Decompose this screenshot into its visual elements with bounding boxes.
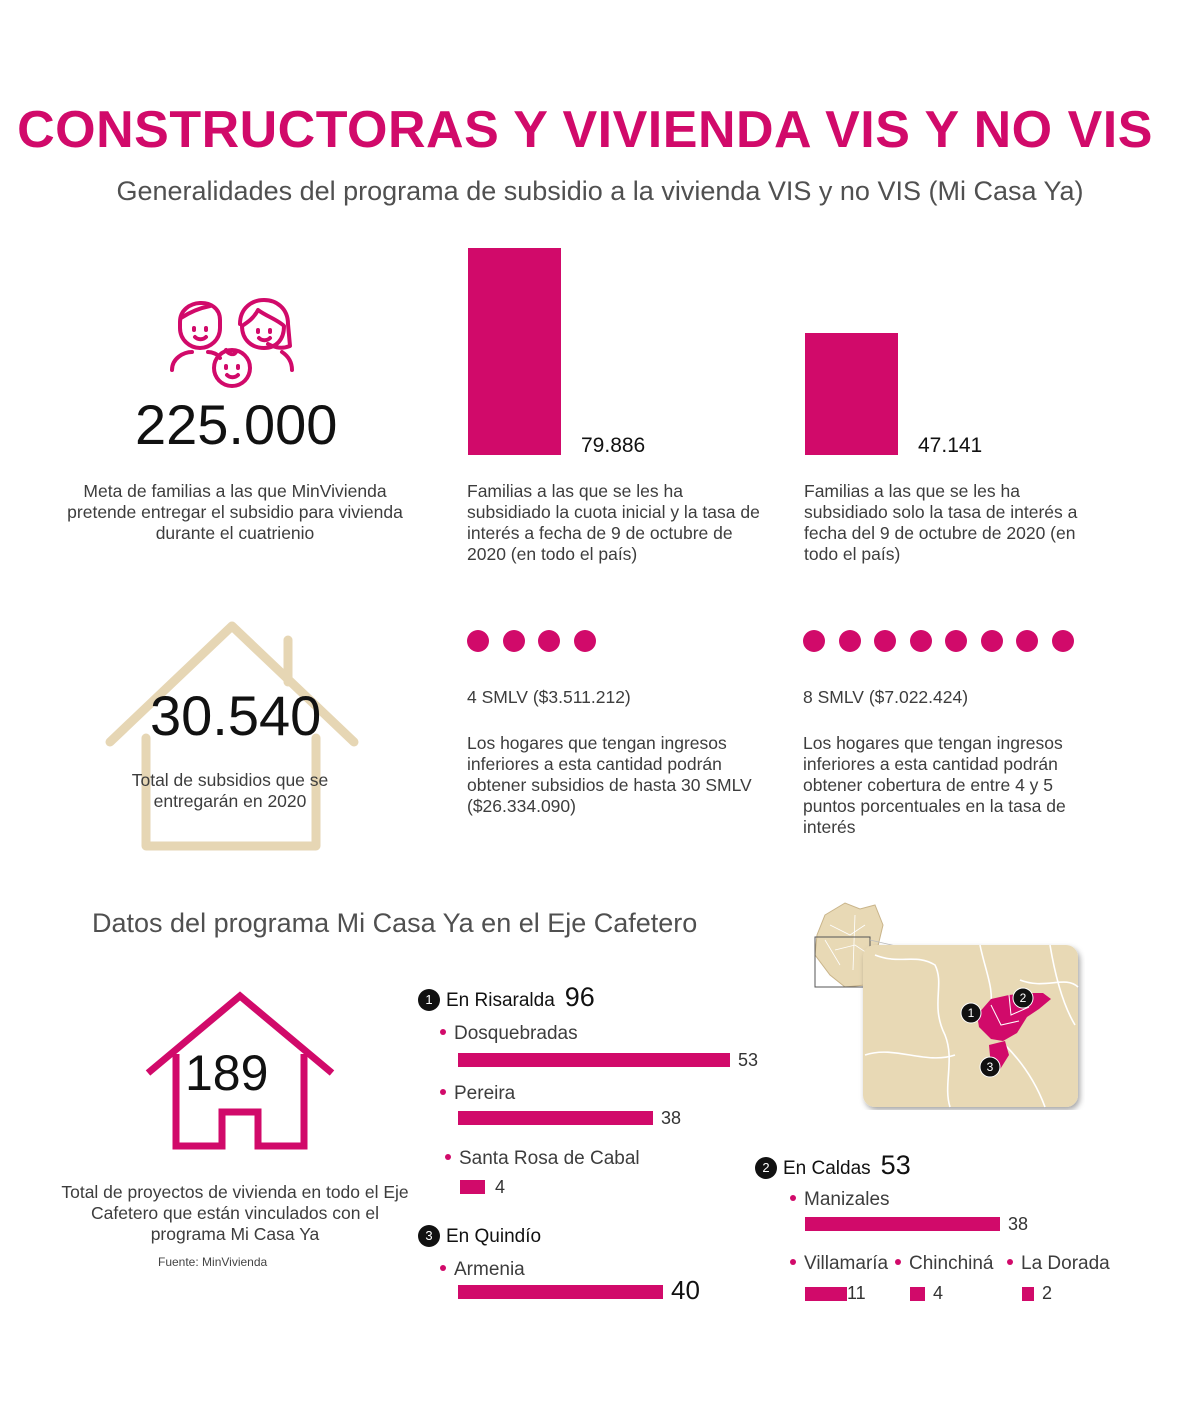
- city-bar: [458, 1053, 730, 1067]
- city-bar: [805, 1287, 847, 1301]
- income-dot: [574, 630, 596, 652]
- section-title: Datos del programa Mi Casa Ya en el Eje Cafetero: [92, 908, 698, 938]
- subsidies-2020-desc: Total de subsidios que se entregarán en 2020: [131, 770, 329, 811]
- city-name: La Dorada: [1021, 1253, 1110, 1274]
- income-dot: [910, 630, 932, 652]
- city-value: 38: [661, 1108, 682, 1128]
- income-dot: [803, 630, 825, 652]
- city-value: 4: [933, 1283, 944, 1303]
- bullet-dot: [440, 1029, 446, 1035]
- svg-text:2: 2: [1019, 991, 1027, 1005]
- group-name: En Risaralda: [446, 990, 555, 1011]
- city-label: [445, 1148, 640, 1170]
- income-novis-amount: 8 SMLV ($7.022.424): [803, 687, 969, 707]
- bullet-dot: [440, 1265, 446, 1271]
- income-novis-desc: Los hogares que tengan ingresos inferiores a esta cantidad podrán obtener cobertura de entre 4 y 5 puntos porcentuales en la tasa de interés: [803, 733, 1066, 837]
- city-label: [790, 1189, 890, 1211]
- group-total: 53: [880, 1150, 911, 1180]
- bar-value-label: 79.886: [581, 434, 646, 457]
- page-subtitle: Generalidades del programa de subsidio a la vivienda VIS y no VIS (Mi Casa Ya): [116, 176, 1084, 206]
- group-total: 96: [564, 982, 595, 1012]
- bullet-dot: [790, 1195, 796, 1201]
- map-label-2: [1013, 988, 1033, 1008]
- bar-value-label: 47.141: [918, 434, 983, 457]
- city-name: Santa Rosa de Cabal: [459, 1148, 640, 1169]
- vertical-bar: [468, 248, 561, 455]
- city-bar: [458, 1111, 653, 1125]
- income-vis-amount: 4 SMLV ($3.511.212): [467, 687, 631, 707]
- city-label: [790, 1253, 888, 1275]
- income-dot: [945, 630, 967, 652]
- income-dot: [1016, 630, 1038, 652]
- bullet-dot: [895, 1259, 901, 1265]
- group-header: [418, 982, 595, 1013]
- group-header: [418, 1225, 541, 1248]
- income-vis-desc: Los hogares que tengan ingresos inferiores a esta cantidad podrán obtener subsidios de hasta 30 SMLV ($26.334.090): [467, 733, 752, 816]
- city-bar: [1022, 1287, 1034, 1301]
- bullet-dot: [1007, 1259, 1013, 1265]
- city-name: Pereira: [454, 1083, 516, 1104]
- subsidies-2020-value: 30.540: [150, 684, 322, 747]
- income-dot: [981, 630, 1003, 652]
- family-icon: [170, 290, 295, 390]
- group-badge: 2: [755, 1157, 777, 1179]
- city-name: Manizales: [804, 1189, 890, 1210]
- city-label: [1007, 1253, 1110, 1275]
- city-name: Dosquebradas: [454, 1023, 578, 1044]
- families-goal-desc: Meta de familias a las que MinVivienda pretende entregar el subsidio para vivienda durante el cuatrienio: [67, 481, 403, 543]
- map-eje-cafetero: [805, 895, 1085, 1110]
- bullet-dot: [445, 1154, 451, 1160]
- city-bar: [458, 1285, 663, 1299]
- city-value: 11: [847, 1283, 866, 1303]
- projects-desc: Total de proyectos de vivienda en todo el Eje Cafetero que están vinculados con el programa Mi Casa Ya: [61, 1182, 409, 1244]
- page-title: CONSTRUCTORAS Y VIVIENDA VIS Y NO VIS: [17, 101, 1153, 159]
- income-dot: [1052, 630, 1074, 652]
- city-label: [440, 1083, 515, 1105]
- city-value: 38: [1008, 1214, 1029, 1234]
- city-label: [895, 1253, 994, 1275]
- city-name: Armenia: [454, 1259, 525, 1280]
- income-dot: [538, 630, 560, 652]
- svg-text:1: 1: [967, 1006, 975, 1020]
- group-badge: 3: [418, 1225, 440, 1247]
- map-label-1: [961, 1003, 981, 1023]
- city-value: 40: [671, 1275, 700, 1305]
- city-label: [440, 1023, 578, 1045]
- income-dots-vis: [467, 630, 609, 652]
- source-note: Fuente: MinVivienda: [158, 1255, 268, 1269]
- city-label: [440, 1259, 525, 1281]
- city-bar: [460, 1180, 485, 1194]
- city-name: Chinchiná: [909, 1253, 994, 1274]
- income-dot: [467, 630, 489, 652]
- vertical-bar: [805, 333, 898, 455]
- bullet-dot: [440, 1089, 446, 1095]
- income-dot: [874, 630, 896, 652]
- bar-category-label: Familias a las que se les ha subsidiado la cuota inicial y la tasa de interés a fecha de 9 de octubre de 2020 (en todo el país): [467, 481, 760, 564]
- city-bar: [805, 1217, 1000, 1231]
- group-badge: 1: [418, 989, 440, 1011]
- city-value: 2: [1042, 1283, 1053, 1303]
- bar-category-label: Familias a las que se les ha subsidiado solo la tasa de interés a fecha del 9 de octubre de 2020 (en todo el país): [804, 481, 1078, 564]
- income-dot: [839, 630, 861, 652]
- group-name: En Caldas: [783, 1158, 871, 1179]
- city-value: 53: [738, 1050, 759, 1070]
- city-bar: [910, 1287, 925, 1301]
- svg-text:3: 3: [986, 1060, 994, 1074]
- income-dot: [503, 630, 525, 652]
- city-name: Villamaría: [804, 1253, 889, 1274]
- income-dots-novis: [803, 630, 1087, 652]
- families-goal-value: 225.000: [135, 393, 338, 456]
- group-header: [755, 1150, 911, 1181]
- group-name: En Quindío: [446, 1226, 542, 1247]
- bullet-dot: [790, 1259, 796, 1265]
- city-value: 4: [495, 1177, 506, 1197]
- projects-value: 189: [185, 1045, 269, 1101]
- map-label-3: [980, 1057, 1000, 1077]
